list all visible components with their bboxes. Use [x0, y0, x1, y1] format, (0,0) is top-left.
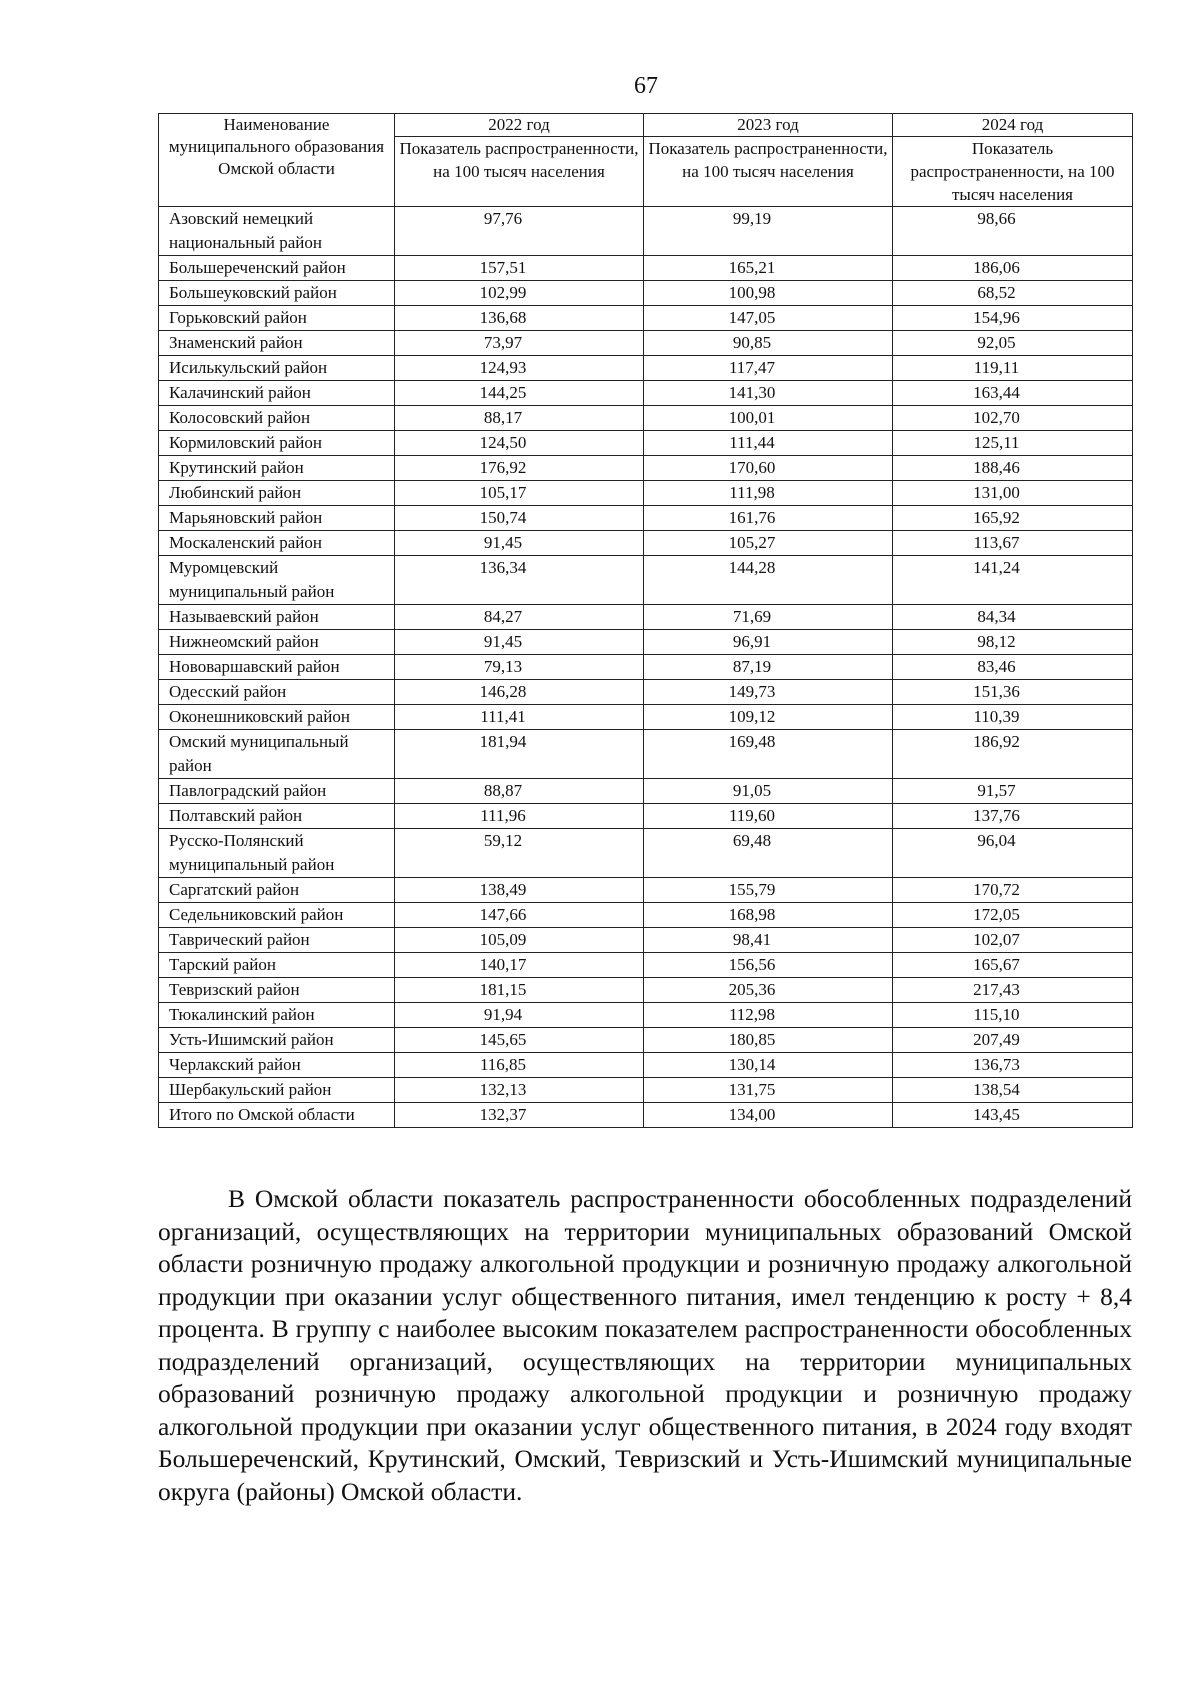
value-2023-cell: 134,00: [644, 1103, 893, 1128]
row-name-cell: Муромцевский муниципальный район: [159, 556, 395, 605]
table-row: [159, 1103, 1133, 1128]
value-2022-cell: 91,94: [395, 1003, 644, 1028]
header-indicator-2024: Показатель распространенности, на 100 тысяч населения: [893, 137, 1133, 207]
table-row: [159, 456, 1133, 481]
table-row: [159, 481, 1133, 506]
row-name-cell: Саргатский район: [159, 878, 395, 903]
value-2022-cell: 132,37: [395, 1103, 644, 1128]
row-name-cell: Итого по Омской области: [159, 1103, 395, 1128]
row-name-cell: Называевский район: [159, 605, 395, 630]
value-2023-cell: 100,01: [644, 406, 893, 431]
value-2024-cell: 96,04: [893, 829, 1133, 878]
value-2024-cell: 91,57: [893, 779, 1133, 804]
value-2022-cell: 124,93: [395, 356, 644, 381]
value-2023-cell: 117,47: [644, 356, 893, 381]
table-row: [159, 431, 1133, 456]
value-2022-cell: 140,17: [395, 953, 644, 978]
value-2022-cell: 88,87: [395, 779, 644, 804]
value-2023-cell: 205,36: [644, 978, 893, 1003]
value-2024-cell: 137,76: [893, 804, 1133, 829]
value-2022-cell: 105,09: [395, 928, 644, 953]
table-row: [159, 406, 1133, 431]
value-2023-cell: 168,98: [644, 903, 893, 928]
row-name-cell: Любинский район: [159, 481, 395, 506]
value-2023-cell: 147,05: [644, 306, 893, 331]
row-name-cell: Русско-Полянский муниципальный район: [159, 829, 395, 878]
value-2024-cell: 170,72: [893, 878, 1133, 903]
value-2022-cell: 138,49: [395, 878, 644, 903]
value-2022-cell: 146,28: [395, 680, 644, 705]
row-name-cell: Тевризский район: [159, 978, 395, 1003]
value-2023-cell: 170,60: [644, 456, 893, 481]
value-2023-cell: 155,79: [644, 878, 893, 903]
row-name-cell: Большеуковский район: [159, 281, 395, 306]
row-name-cell: Тюкалинский район: [159, 1003, 395, 1028]
value-2024-cell: 188,46: [893, 456, 1133, 481]
value-2024-cell: 138,54: [893, 1078, 1133, 1103]
row-name-cell: Оконешниковский район: [159, 705, 395, 730]
value-2022-cell: 105,17: [395, 481, 644, 506]
row-name-cell: Нижнеомский район: [159, 630, 395, 655]
value-2023-cell: 96,91: [644, 630, 893, 655]
table-row: [159, 506, 1133, 531]
value-2024-cell: 186,06: [893, 256, 1133, 281]
row-name-cell: Колосовский район: [159, 406, 395, 431]
table-row: [159, 1053, 1133, 1078]
table-row: [159, 531, 1133, 556]
value-2023-cell: 87,19: [644, 655, 893, 680]
value-2023-cell: 130,14: [644, 1053, 893, 1078]
row-name-cell: Одесский район: [159, 680, 395, 705]
value-2022-cell: 102,99: [395, 281, 644, 306]
value-2022-cell: 150,74: [395, 506, 644, 531]
table-row: [159, 829, 1133, 878]
row-name-cell: Калачинский район: [159, 381, 395, 406]
body-paragraph: [158, 1183, 1132, 1508]
value-2022-cell: 145,65: [395, 1028, 644, 1053]
table-row: [159, 381, 1133, 406]
row-name-cell: Москаленский район: [159, 531, 395, 556]
value-2023-cell: 144,28: [644, 556, 893, 605]
value-2022-cell: 111,96: [395, 804, 644, 829]
table-row: [159, 680, 1133, 705]
row-name-cell: Усть-Ишимский район: [159, 1028, 395, 1053]
row-name-cell: Тарский район: [159, 953, 395, 978]
value-2024-cell: 68,52: [893, 281, 1133, 306]
value-2022-cell: 59,12: [395, 829, 644, 878]
value-2024-cell: 141,24: [893, 556, 1133, 605]
table-row: [159, 705, 1133, 730]
value-2024-cell: 131,00: [893, 481, 1133, 506]
row-name-cell: Таврический район: [159, 928, 395, 953]
value-2023-cell: 156,56: [644, 953, 893, 978]
value-2023-cell: 180,85: [644, 1028, 893, 1053]
table-row: [159, 605, 1133, 630]
value-2023-cell: 109,12: [644, 705, 893, 730]
value-2023-cell: 119,60: [644, 804, 893, 829]
value-2022-cell: 111,41: [395, 705, 644, 730]
value-2023-cell: 69,48: [644, 829, 893, 878]
value-2022-cell: 136,34: [395, 556, 644, 605]
value-2024-cell: 136,73: [893, 1053, 1133, 1078]
table-row: [159, 903, 1133, 928]
value-2023-cell: 169,48: [644, 730, 893, 779]
value-2024-cell: 119,11: [893, 356, 1133, 381]
value-2024-cell: 115,10: [893, 1003, 1133, 1028]
row-name-cell: Нововаршавский район: [159, 655, 395, 680]
value-2023-cell: 165,21: [644, 256, 893, 281]
value-2024-cell: 102,07: [893, 928, 1133, 953]
row-name-cell: Горьковский район: [159, 306, 395, 331]
value-2023-cell: 149,73: [644, 680, 893, 705]
table-row: [159, 804, 1133, 829]
row-name-cell: Марьяновский район: [159, 506, 395, 531]
header-year-2022: 2022 год: [395, 114, 644, 137]
value-2023-cell: 90,85: [644, 331, 893, 356]
table-row: [159, 207, 1133, 256]
table-row: [159, 556, 1133, 605]
value-2022-cell: 136,68: [395, 306, 644, 331]
table-row: [159, 356, 1133, 381]
header-indicator-2023: Показатель распространенности, на 100 тысяч населения: [644, 137, 893, 207]
value-2023-cell: 161,76: [644, 506, 893, 531]
table-row: [159, 256, 1133, 281]
table-header-row-years: [159, 114, 1133, 137]
table-row: [159, 779, 1133, 804]
header-year-2023: 2023 год: [644, 114, 893, 137]
value-2024-cell: 83,46: [893, 655, 1133, 680]
header-year-2024: 2024 год: [893, 114, 1133, 137]
table-row: [159, 1028, 1133, 1053]
row-name-cell: Павлоградский район: [159, 779, 395, 804]
value-2022-cell: 124,50: [395, 431, 644, 456]
value-2024-cell: 207,49: [893, 1028, 1133, 1053]
value-2022-cell: 91,45: [395, 531, 644, 556]
value-2023-cell: 91,05: [644, 779, 893, 804]
header-indicator-2022: Показатель распространенности, на 100 тысяч населения: [395, 137, 644, 207]
value-2022-cell: 147,66: [395, 903, 644, 928]
value-2024-cell: 113,67: [893, 531, 1133, 556]
header-name-column: Наименование муниципального образования Омской области: [159, 114, 395, 207]
row-name-cell: Шербакульский район: [159, 1078, 395, 1103]
table-row: [159, 978, 1133, 1003]
value-2024-cell: 151,36: [893, 680, 1133, 705]
value-2022-cell: 144,25: [395, 381, 644, 406]
value-2024-cell: 110,39: [893, 705, 1133, 730]
value-2024-cell: 143,45: [893, 1103, 1133, 1128]
value-2023-cell: 111,98: [644, 481, 893, 506]
value-2024-cell: 154,96: [893, 306, 1133, 331]
table-row: [159, 730, 1133, 779]
value-2023-cell: 100,98: [644, 281, 893, 306]
value-2023-cell: 111,44: [644, 431, 893, 456]
value-2023-cell: 141,30: [644, 381, 893, 406]
value-2022-cell: 79,13: [395, 655, 644, 680]
value-2022-cell: 181,94: [395, 730, 644, 779]
value-2022-cell: 176,92: [395, 456, 644, 481]
table-row: [159, 306, 1133, 331]
table-row: [159, 928, 1133, 953]
table-row: [159, 1078, 1133, 1103]
value-2024-cell: 92,05: [893, 331, 1133, 356]
data-table: [158, 113, 1133, 1128]
row-name-cell: Исилькульский район: [159, 356, 395, 381]
value-2023-cell: 99,19: [644, 207, 893, 256]
page-number: 67: [634, 73, 658, 99]
value-2024-cell: 98,66: [893, 207, 1133, 256]
value-2022-cell: 91,45: [395, 630, 644, 655]
value-2022-cell: 73,97: [395, 331, 644, 356]
table-body: [159, 207, 1133, 1128]
row-name-cell: Полтавский район: [159, 804, 395, 829]
row-name-cell: Большереченский район: [159, 256, 395, 281]
value-2022-cell: 181,15: [395, 978, 644, 1003]
table-row: [159, 281, 1133, 306]
value-2022-cell: 157,51: [395, 256, 644, 281]
value-2023-cell: 105,27: [644, 531, 893, 556]
row-name-cell: Знаменский район: [159, 331, 395, 356]
value-2024-cell: 125,11: [893, 431, 1133, 456]
value-2024-cell: 98,12: [893, 630, 1133, 655]
table-row: [159, 1003, 1133, 1028]
value-2023-cell: 131,75: [644, 1078, 893, 1103]
row-name-cell: Омский муниципальный район: [159, 730, 395, 779]
value-2022-cell: 97,76: [395, 207, 644, 256]
value-2022-cell: 116,85: [395, 1053, 644, 1078]
value-2024-cell: 172,05: [893, 903, 1133, 928]
value-2024-cell: 84,34: [893, 605, 1133, 630]
table-row: [159, 331, 1133, 356]
row-name-cell: Кормиловский район: [159, 431, 395, 456]
value-2024-cell: 163,44: [893, 381, 1133, 406]
row-name-cell: Азовский немецкий национальный район: [159, 207, 395, 256]
value-2023-cell: 71,69: [644, 605, 893, 630]
row-name-cell: Крутинский район: [159, 456, 395, 481]
value-2024-cell: 165,67: [893, 953, 1133, 978]
value-2022-cell: 88,17: [395, 406, 644, 431]
value-2022-cell: 84,27: [395, 605, 644, 630]
value-2024-cell: 102,70: [893, 406, 1133, 431]
value-2024-cell: 165,92: [893, 506, 1133, 531]
table-row: [159, 953, 1133, 978]
table-row: [159, 630, 1133, 655]
table-row: [159, 878, 1133, 903]
value-2022-cell: 132,13: [395, 1078, 644, 1103]
row-name-cell: Черлакский район: [159, 1053, 395, 1078]
paragraph-text: В Омской области показатель распространенности обособленных подразделений организаций, осуществляющих на территории муниципальных образований Омской области розничную продажу алкогольной продукции и розничную продажу алкогольной продукции при оказании услуг общественного питания, имел тенденцию к росту + 8,4 процента. В группу с наиболее высоким показателем распространенности обособленных подразделений организаций, осуществляющих на территории муниципальных образований розничную продажу алкогольной продукции и розничную продажу алкогольной продукции при оказании услуг общественного питания, в 2024 году входят Большереченский, Крутинский, Омский, Тевризский и Усть-Ишимский муниципальные округа (районы) Омской области.: [158, 1184, 1132, 1506]
value-2024-cell: 186,92: [893, 730, 1133, 779]
value-2023-cell: 112,98: [644, 1003, 893, 1028]
table-row: [159, 655, 1133, 680]
value-2024-cell: 217,43: [893, 978, 1133, 1003]
value-2023-cell: 98,41: [644, 928, 893, 953]
row-name-cell: Седельниковский район: [159, 903, 395, 928]
